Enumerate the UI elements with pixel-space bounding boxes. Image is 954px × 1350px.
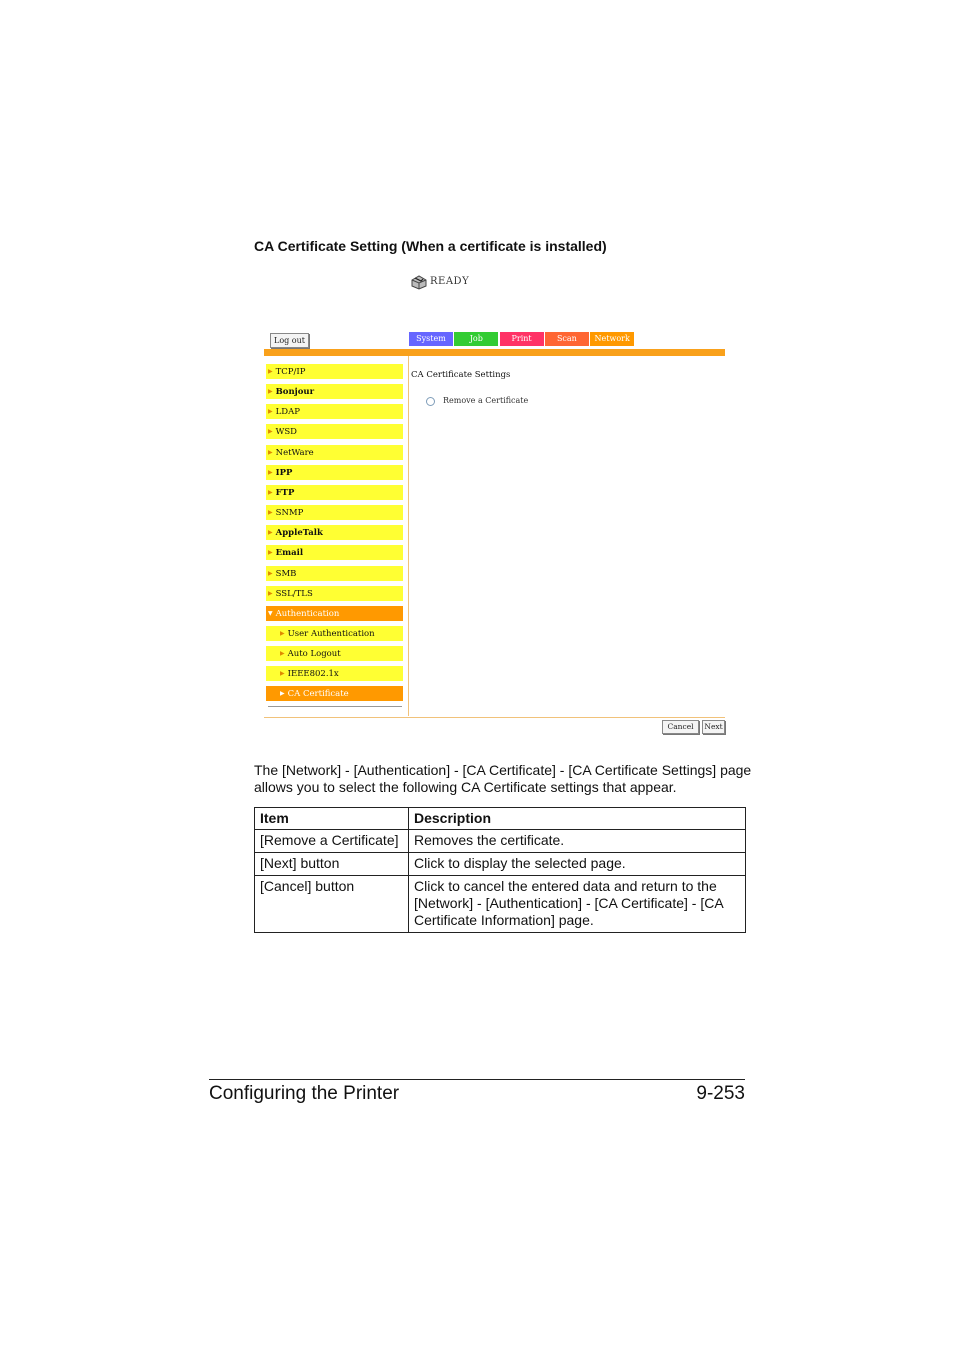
sidebar-item-ca-certificate[interactable]	[266, 686, 403, 701]
caret-down-icon: ▼	[268, 609, 273, 617]
caret-right-icon: ▶	[280, 650, 285, 658]
sidebar-item-label: WSD	[275, 427, 297, 438]
sidebar-item-user-authentication[interactable]	[266, 626, 403, 641]
sidebar-item-ieee802-1x[interactable]	[266, 666, 403, 681]
intro-paragraph: The [Network] - [Authentication] - [CA Certificate] - [CA Certificate Settings] page allows you to select the following CA Certificate settings that appear.	[254, 762, 752, 795]
sidebar-item-label: SSL/TLS	[275, 588, 313, 599]
sidebar-item-smb[interactable]	[266, 566, 403, 581]
remove-certificate-label: Remove a Certificate	[443, 396, 529, 405]
sidebar-item-label: AppleTalk	[275, 528, 323, 539]
caret-right-icon: ▶	[268, 448, 273, 456]
page-number: 9-253	[696, 1083, 745, 1104]
caret-right-icon: ▶	[268, 408, 273, 416]
item-cell: [Cancel] button	[255, 876, 409, 933]
tab-print[interactable]: Print	[500, 332, 544, 346]
cancel-button[interactable]: Cancel	[662, 720, 699, 734]
sidebar-divider	[268, 706, 402, 707]
caret-right-icon: ▶	[268, 488, 273, 496]
tab-scan[interactable]: Scan	[545, 332, 589, 346]
logout-button[interactable]: Log out	[270, 333, 309, 348]
sidebar-item-label: IEEE802.1x	[287, 669, 339, 680]
caret-right-icon: ▶	[268, 428, 273, 436]
column-header: Description	[409, 808, 746, 830]
description-table	[254, 807, 746, 933]
description-cell: Removes the certificate.	[409, 830, 746, 853]
sidebar-item-snmp[interactable]	[266, 505, 403, 520]
column-header: Item	[255, 808, 409, 830]
status-text: READY	[430, 276, 470, 287]
next-button[interactable]: Next	[702, 720, 725, 734]
sidebar-item-wsd[interactable]	[266, 424, 403, 439]
sidebar-item-ssl-tls[interactable]	[266, 586, 403, 601]
sidebar-item-label: SMB	[275, 568, 297, 579]
sidebar-item-label: Authentication	[275, 608, 340, 619]
sidebar-item-authentication[interactable]	[266, 606, 403, 621]
table-row	[255, 830, 746, 853]
sidebar-item-tcp-ip[interactable]	[266, 364, 403, 379]
panel-title: CA Certificate Settings	[411, 370, 511, 380]
caret-right-icon: ▶	[268, 549, 273, 557]
footer-rule	[209, 1079, 745, 1080]
sidebar-item-bonjour[interactable]	[266, 384, 403, 399]
caret-right-icon: ▶	[280, 629, 285, 637]
section-heading: CA Certificate Setting (When a certificate is installed)	[254, 238, 607, 254]
item-cell: [Next] button	[255, 853, 409, 876]
sidebar-item-ipp[interactable]	[266, 465, 403, 480]
footer-title: Configuring the Printer	[209, 1083, 400, 1104]
sidebar-item-label: IPP	[275, 467, 293, 478]
caret-right-icon: ▶	[280, 670, 285, 678]
sidebar-item-label: User Authentication	[287, 628, 375, 639]
sidebar-item-label: NetWare	[275, 447, 314, 458]
sidebar-item-label: CA Certificate	[287, 689, 349, 700]
printer-status-icon	[410, 274, 428, 290]
sidebar-item-label: LDAP	[275, 407, 300, 418]
description-cell: Click to display the selected page.	[409, 853, 746, 876]
table-row	[255, 853, 746, 876]
caret-right-icon: ▶	[268, 589, 273, 597]
tab-network[interactable]: Network	[590, 332, 634, 346]
table-row	[255, 876, 746, 933]
sidebar-item-ldap[interactable]	[266, 404, 403, 419]
tab-job[interactable]: Job	[454, 332, 498, 346]
description-cell: Click to cancel the entered data and return to the [Network] - [Authentication] - [CA Certificate] - [CA Certificate Information] page.	[409, 876, 746, 933]
table-header-row	[255, 808, 746, 830]
content-divider	[408, 356, 409, 716]
sidebar-item-label: Bonjour	[275, 387, 315, 398]
caret-right-icon: ▶	[268, 509, 273, 517]
sidebar-item-ftp[interactable]	[266, 485, 403, 500]
caret-right-icon: ▶	[268, 468, 273, 476]
header-bar	[264, 349, 725, 356]
sidebar-item-label: Email	[275, 548, 304, 559]
caret-right-icon: ▶	[268, 529, 273, 537]
sidebar-item-label: TCP/IP	[275, 367, 306, 377]
caret-right-icon: ▶	[280, 690, 285, 698]
sidebar-item-label: SNMP	[275, 508, 304, 519]
item-cell: [Remove a Certificate]	[255, 830, 409, 853]
sidebar-item-email[interactable]	[266, 545, 403, 560]
tab-system[interactable]: System	[409, 332, 453, 346]
caret-right-icon: ▶	[268, 368, 273, 375]
caret-right-icon: ▶	[268, 569, 273, 577]
footer-divider	[264, 717, 725, 718]
sidebar-item-auto-logout[interactable]	[266, 646, 403, 661]
caret-right-icon: ▶	[268, 388, 273, 396]
sidebar-item-appletalk[interactable]	[266, 525, 403, 540]
sidebar-item-netware[interactable]	[266, 445, 403, 460]
remove-certificate-radio[interactable]	[426, 397, 435, 406]
sidebar-item-label: FTP	[275, 487, 295, 498]
sidebar-item-label: Auto Logout	[287, 649, 341, 660]
